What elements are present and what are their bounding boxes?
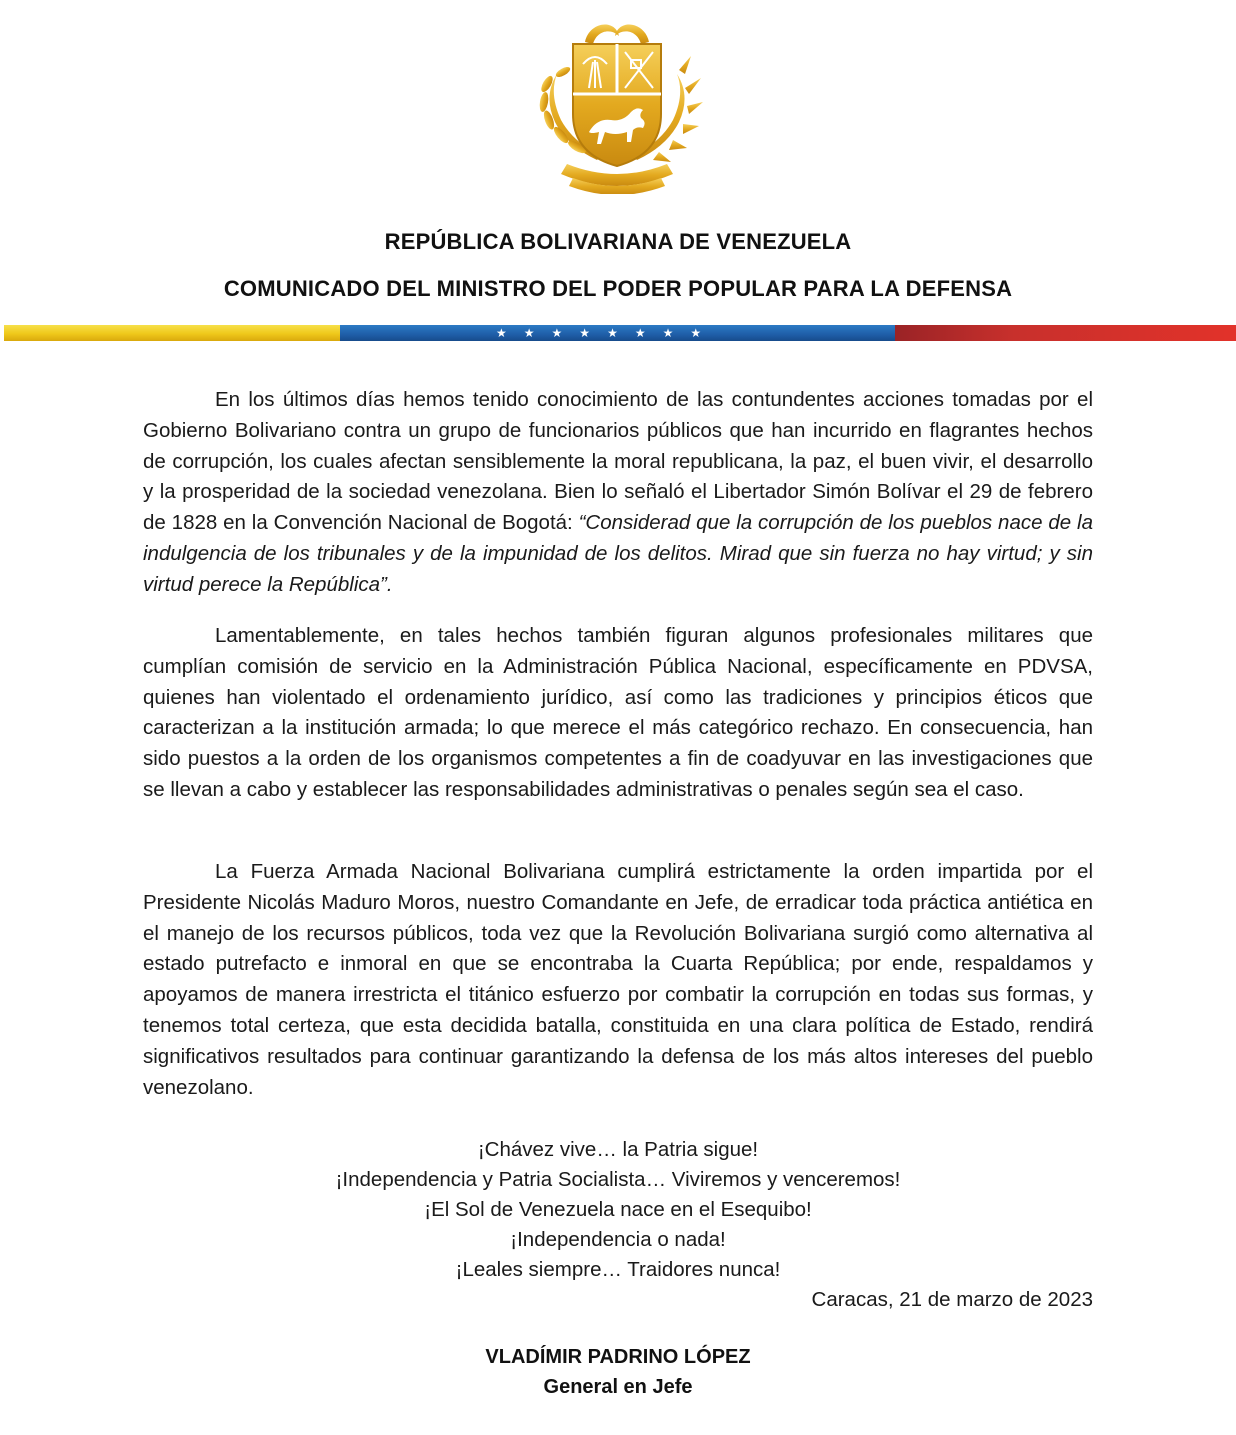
- document-subtitle: COMUNICADO DEL MINISTRO DEL PODER POPULAR PARA LA DEFENSA: [223, 276, 1013, 301]
- star-icon: ★: [690, 326, 702, 340]
- star-icon: ★: [579, 326, 591, 340]
- signer-name: VLADÍMIR PADRINO LÓPEZ: [485, 1346, 751, 1368]
- signer-rank: General en Jefe: [543, 1376, 693, 1398]
- place-date: Caracas, 21 de marzo de 2023: [811, 1288, 1093, 1311]
- paragraph-1-text: En los últimos días hemos tenido conocimiento de las contundentes acciones tomadas por el Gobierno Bolivariano contra un grupo de funcionarios públicos que han incurrido en flagrantes hechos de corrupción, los cuales afectan sensiblemente la moral republicana, la paz, el buen vivir, el desarrollo y la prosperidad de la sociedad venezolana. Bien lo señaló el Libertador Simón Bolívar el 29 de febrero de 1828 en la Convención Nacional de Bogotá:: [143, 388, 1093, 535]
- coat-of-arms-icon: [527, 14, 707, 194]
- slogan-line: ¡El Sol de Venezuela nace en el Esequibo!: [424, 1198, 812, 1221]
- paragraph-2: [143, 621, 1093, 806]
- paragraph-1: [143, 385, 1093, 601]
- star-icon: ★: [634, 326, 646, 340]
- flag-stars: [496, 324, 701, 340]
- star-icon: ★: [607, 326, 618, 340]
- document-title: REPÚBLICA BOLIVARIANA DE VENEZUELA: [384, 229, 852, 254]
- star-icon: ★: [662, 326, 674, 340]
- star-icon: ★: [551, 326, 563, 340]
- slogans: [0, 1135, 1236, 1285]
- paragraph-3: [143, 857, 1093, 1103]
- flag-band-blue: [340, 325, 895, 341]
- flag-band-yellow: [4, 325, 340, 341]
- paragraph-3-text: La Fuerza Armada Nacional Bolivariana cumplirá estrictamente la orden impartida por el Presidente Nicolás Maduro Moros, nuestro Comandante en Jefe, de erradicar toda práctica antiética en el manejo de los recursos públicos, toda vez que la Revolución Bolivariana surgió como alternativa al estado putrefacto e inmoral en que se encontraba la Cuarta República; por ende, respaldamos y apoyamos de manera irrestricta el titánico esfuerzo por combatir la corrupción en todas sus formas, y tenemos total certeza, que esta decidida batalla, constituida en una clara política de Estado, rendirá significativos resultados para continuar garantizando la defensa de los más altos intereses del pueblo venezolano.: [143, 860, 1093, 1099]
- paragraph-2-text: Lamentablemente, en tales hechos también figuran algunos profesionales militares que cumplían comisión de servicio en la Administración Pública Nacional, específicamente en PDVSA, quienes han violentado el ordenamiento jurídico, así como las tradiciones y principios éticos que caracterizan a la institución armada; lo que merece el más categórico rechazo. En consecuencia, han sido puestos a la orden de los organismos competentes a fin de coadyuvar en las investigaciones que se llevan a cabo y establecer las responsabilidades administrativas o penales según sea el caso.: [143, 624, 1093, 801]
- slogan-line: ¡Leales siempre… Traidores nunca!: [455, 1258, 781, 1281]
- slogan-line: ¡Chávez vive… la Patria sigue!: [477, 1138, 759, 1161]
- bolivar-quote: “Considerad que la corrupción de los pueblos nace de la indulgencia de los tribunales y de la impunidad de los delitos. Mirad que sin fuerza no hay virtud; y sin virtud perece la República”.: [143, 511, 1093, 596]
- flag-band-red: [895, 325, 1236, 341]
- slogan-line: ¡Independencia y Patria Socialista… Viviremos y venceremos!: [335, 1168, 901, 1191]
- slogan-line: ¡Independencia o nada!: [510, 1228, 726, 1251]
- star-icon: ★: [523, 326, 535, 340]
- flag-band: [4, 325, 1236, 341]
- star-icon: ★: [496, 326, 507, 340]
